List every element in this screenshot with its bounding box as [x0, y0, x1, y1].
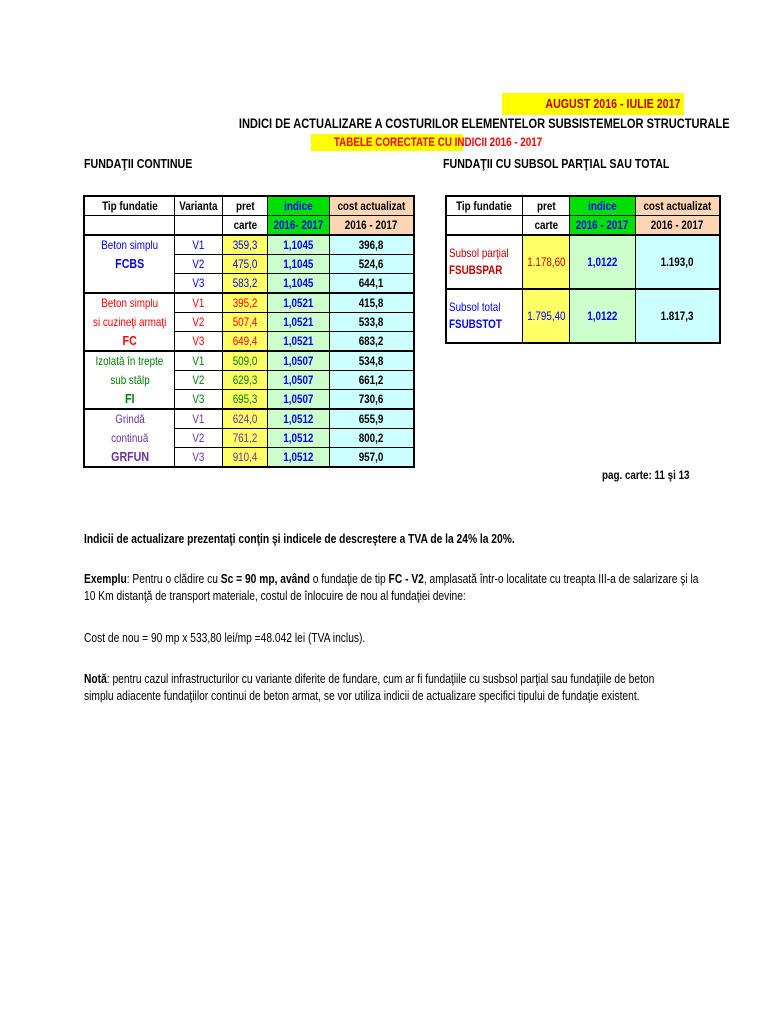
- basement-foundations-table: [445, 195, 721, 344]
- indice-cell: 1,0507: [268, 371, 330, 390]
- header-indice-years: 2016- 2017: [268, 216, 330, 236]
- header-indice: indice: [268, 196, 330, 216]
- example-paragraph: [84, 571, 724, 605]
- header-tip: Tip fundatie: [84, 196, 175, 216]
- header-tip: Tip fundatie: [446, 196, 522, 216]
- foundation-type: FC: [84, 332, 175, 352]
- page-reference: pag. carte: 11 şi 13: [602, 468, 690, 482]
- header-pret: pret: [223, 196, 268, 216]
- pret-cell: 475,0: [223, 255, 268, 274]
- foundation-type: Grindă: [84, 409, 175, 429]
- table-row: [84, 332, 414, 352]
- cost-cell: 533,8: [329, 313, 413, 332]
- indice-cell: 1,0521: [268, 293, 330, 313]
- cost-cell: 655,9: [329, 409, 413, 429]
- period-text: AUGUST 2016 - IULIE 2017: [545, 96, 681, 111]
- page-title-text: INDICI DE ACTUALIZARE A COSTURILOR ELEMENTELOR SUBSISTEMELOR STRUCTURALE: [238, 116, 730, 131]
- pret-cell: 695,3: [223, 390, 268, 410]
- example-area: Sc = 90 mp, având: [220, 572, 310, 586]
- pret-cell: 624,0: [223, 409, 268, 429]
- left-heading-text: FUNDAŢII CONTINUE: [84, 156, 193, 171]
- varianta-cell: V2: [175, 255, 223, 274]
- varianta-cell: V1: [175, 235, 223, 255]
- header-cost: cost actualizat: [329, 196, 413, 216]
- indice-cell: 1,0512: [268, 429, 330, 448]
- cost-cell: 524,6: [329, 255, 413, 274]
- indice-cell: 1,0122: [570, 235, 635, 289]
- indice-cell: 1,0122: [570, 289, 635, 343]
- cost-cell: 1.817,3: [635, 289, 720, 343]
- header-tip-2: [446, 216, 522, 236]
- varianta-cell: V3: [175, 332, 223, 352]
- foundation-type: continuă: [84, 429, 175, 448]
- nota-line-1: : pentru cazul infrastructurilor cu variante diferite de fundare, cum ar fi fundaţiile cu susbsol parţial sau fundaţiile de beton: [106, 672, 655, 686]
- foundation-type: Subsol total FSUBSTOT: [446, 289, 522, 343]
- header-varianta: Varianta: [175, 196, 223, 216]
- header-pret: pret: [522, 196, 570, 216]
- indice-cell: 1,0507: [268, 351, 330, 371]
- example-text-2: o fundaţie de tip: [309, 572, 389, 586]
- example-text-1: : Pentru o clădire cu: [126, 572, 221, 586]
- table-row: [84, 293, 414, 313]
- pret-cell: 649,4: [223, 332, 268, 352]
- header-indice-years: 2016 - 2017: [570, 216, 635, 236]
- vat-note: Indicii de actualizare prezentaţi conţin şi indicele de descreştere a TVA de la 24% la 20%.: [84, 532, 515, 546]
- varianta-cell: V3: [175, 448, 223, 468]
- subtitle-banner: [311, 134, 543, 151]
- table-row: [84, 448, 414, 468]
- pret-cell: 359,3: [223, 235, 268, 255]
- header-indice: indice: [570, 196, 635, 216]
- foundation-type: GRFUN: [84, 448, 175, 468]
- varianta-cell: V2: [175, 429, 223, 448]
- indice-cell: 1,1045: [268, 235, 330, 255]
- varianta-cell: V1: [175, 351, 223, 371]
- foundation-type: si cuzineţi armaţi: [84, 313, 175, 332]
- subtitle-text: TABELE CORECTATE CU INDICII 2016 - 2017: [333, 135, 543, 149]
- varianta-cell: V2: [175, 371, 223, 390]
- cost-cell: 396,8: [329, 235, 413, 255]
- table-row: [84, 409, 414, 429]
- header-varianta-2: [175, 216, 223, 236]
- indice-cell: 1,0507: [268, 390, 330, 410]
- cost-cell: 957,0: [329, 448, 413, 468]
- foundation-type: Izolată în trepte: [84, 351, 175, 371]
- period-banner: [502, 93, 684, 115]
- header-carte: carte: [522, 216, 570, 236]
- table-row: [84, 371, 414, 390]
- pret-cell: 761,2: [223, 429, 268, 448]
- indice-cell: 1,1045: [268, 274, 330, 294]
- varianta-cell: V3: [175, 390, 223, 410]
- table-row: [84, 255, 414, 274]
- table-header-row: [446, 196, 720, 216]
- foundation-type: sub stâlp: [84, 371, 175, 390]
- pret-cell: 910,4: [223, 448, 268, 468]
- foundation-type: [84, 274, 175, 294]
- indice-cell: 1,0521: [268, 332, 330, 352]
- cost-calculation: Cost de nou = 90 mp x 533,80 lei/mp =48.042 lei (TVA inclus).: [84, 631, 366, 645]
- table-row: [84, 351, 414, 371]
- indice-cell: 1,0512: [268, 409, 330, 429]
- table-row: [84, 390, 414, 410]
- cost-cell: 800,2: [329, 429, 413, 448]
- example-type: FC - V2: [388, 572, 424, 586]
- foundation-type: FCBS: [84, 255, 175, 274]
- continuous-foundations-table: [83, 195, 415, 468]
- pret-cell: 629,3: [223, 371, 268, 390]
- page-title: [185, 116, 730, 132]
- table-row: [84, 274, 414, 294]
- header-carte: carte: [223, 216, 268, 236]
- cost-cell: 644,1: [329, 274, 413, 294]
- right-heading-text: FUNDAŢII CU SUBSOL PARŢIAL SAU TOTAL: [443, 156, 670, 171]
- pret-cell: 583,2: [223, 274, 268, 294]
- pret-cell: 1.178,60: [522, 235, 570, 289]
- example-label: Exemplu: [84, 572, 127, 586]
- table-row: [446, 289, 720, 343]
- nota-line-2: simplu adiacente fundaţiilor continui de beton armat, se vor utiliza indicii de actualizare specifici tipului de fundaţie existent.: [84, 689, 640, 703]
- indice-cell: 1,1045: [268, 255, 330, 274]
- cost-cell: 534,8: [329, 351, 413, 371]
- header-tip-2: [84, 216, 175, 236]
- foundation-type: FI: [84, 390, 175, 410]
- cost-cell: 661,2: [329, 371, 413, 390]
- cost-cell: 730,6: [329, 390, 413, 410]
- foundation-type: Beton simplu: [84, 235, 175, 255]
- cost-cell: 683,2: [329, 332, 413, 352]
- header-cost-years: 2016 - 2017: [635, 216, 720, 236]
- table-row: [446, 235, 720, 289]
- table-row: [84, 235, 414, 255]
- pret-cell: 395,2: [223, 293, 268, 313]
- varianta-cell: V3: [175, 274, 223, 294]
- table-header-row-2: [446, 216, 720, 236]
- nota-paragraph: [84, 671, 724, 705]
- pret-cell: 507,4: [223, 313, 268, 332]
- cost-cell: 1.193,0: [635, 235, 720, 289]
- varianta-cell: V1: [175, 409, 223, 429]
- example-line-2: 10 Km distanţă de transport materiale, costul de înlocuire de nou al fundaţiei devine:: [84, 589, 466, 603]
- nota-label: Notă: [84, 672, 107, 686]
- cost-cell: 415,8: [329, 293, 413, 313]
- table-header-row-2: [84, 216, 414, 236]
- pret-cell: 1.795,40: [522, 289, 570, 343]
- indice-cell: 1,0512: [268, 448, 330, 468]
- left-section-heading: [84, 156, 216, 172]
- example-text-3: , amplasată într-o localitate cu treapta III-a de salarizare şi la: [423, 572, 699, 586]
- header-cost-years: 2016 - 2017: [329, 216, 413, 236]
- foundation-type: Subsol parţial FSUBSPAR: [446, 235, 522, 289]
- indice-cell: 1,0521: [268, 313, 330, 332]
- table-row: [84, 429, 414, 448]
- pret-cell: 509,0: [223, 351, 268, 371]
- table-row: [84, 313, 414, 332]
- varianta-cell: V2: [175, 313, 223, 332]
- header-cost: cost actualizat: [635, 196, 720, 216]
- right-section-heading: [443, 156, 719, 172]
- foundation-type: Beton simplu: [84, 293, 175, 313]
- table-header-row: [84, 196, 414, 216]
- varianta-cell: V1: [175, 293, 223, 313]
